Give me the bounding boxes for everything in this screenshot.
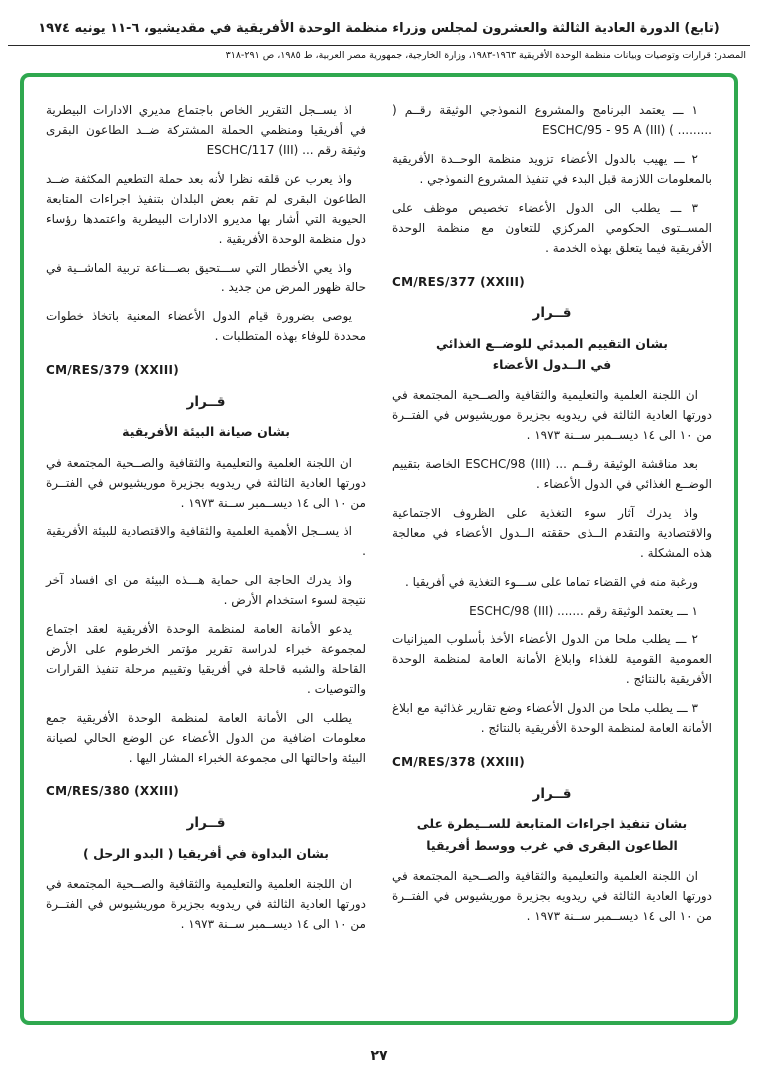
resolution-subtitle: الطاعون البقرى في غرب ووسط أفريقيا <box>426 837 678 853</box>
resolution-subtitle: بشان صيانة البيئة الأفريقية <box>122 424 290 440</box>
resolution-heading: قــرار <box>186 394 226 411</box>
resolution-subtitle: بشان تنفيذ اجراءات المتابعة للســيطرة على <box>416 816 688 832</box>
numbered-item-1: ١ ـــ يعتمد الوثيقة رقم ....... ESCHC/98 (III)‎ <box>469 603 698 618</box>
source-citation: المصدر: قرارات وتوصيات وبيانات منظمة الوحدة الأفريقية ١٩٦٣-١٩٨٣، وزارة الخارجية، جمهورية مصر العربية، ط ١٩٨٥، ص ٢٩١-٣١٨ <box>225 50 746 62</box>
code-cm-res-377: CM/RES/377 (XXIII) <box>392 274 526 289</box>
paragraph: اذ يســجل الأهمية العلمية والثقافية والاقتصادية للبيئة الأفريقية . <box>46 524 366 559</box>
resolution-subtitle: بشان البداوة في أفريقيا ( البدو الرحل ) <box>83 845 329 861</box>
resolution-subtitle: في الــدول الأعضاء <box>492 357 612 373</box>
resolution-heading: قــرار <box>186 815 226 832</box>
paragraph: ان اللجنة العلمية والتعليمية والثقافية والصــحية المجتمعة في دورتها العادية الثالثة في ريدويه بجزيرة موريشيوس في الفتــرة من ١٠ الى ١٤ ديســمبر ســنة ١٩٧٣ . <box>392 868 712 923</box>
paragraph: ان اللجنة العلمية والتعليمية والثقافية والصــحية المجتمعة في دورتها العادية الثالثة في ريدويه بجزيرة موريشيوس في الفتــرة من ١٠ الى ١٤ ديســمبر ســنة ١٩٧٣ . <box>46 876 366 931</box>
paragraph: بعد مناقشة الوثيقة رقــم ... ESCHC/98 (III)‎ الخاصة بتقييم الوضــع الغذائي في الدول الأعضاء . <box>392 457 712 491</box>
paragraph: ان اللجنة العلمية والتعليمية والثقافية والصــحية المجتمعة في دورتها العادية الثالثة في ريدويه بجزيرة موريشيوس في الفتــرة من ١٠ الى ١٤ ديســمبر ســنة ١٩٧٣ . <box>392 388 712 443</box>
resolution-heading: قــرار <box>532 305 572 322</box>
paragraph: اذ يســجل التقرير الخاص باجتماع مديري الادارات البيطرية في أفريقيا ومنظمي الحملة المشتركة ضــد الطاعون البقرى وثيقة رقم ... ESCHC/117 (III)‎ <box>46 103 366 157</box>
numbered-item-3: ٣ ـــ يطلب ملحا من الدول الأعضاء وضع تقارير غذائية مع ابلاغ الأمانة العامة لمنظمة الوحدة الأفريقية بالنتائج . <box>392 701 712 736</box>
paragraph: ورغبة منه في القضاء تماما على ســـوء التغذية في أفريقيا . <box>404 574 698 589</box>
numbered-item-2: ٢ ـــ يهيب بالدول الأعضاء تزويد منظمة الوحــدة الأفريقية بالمعلومات اللازمة قبل البدء في تنفيذ المشروع النموذجي . <box>392 152 712 186</box>
numbered-item-1: ١ ـــ يعتمد البرنامج والمشروع النموذجي الوثيقة رقــم ( ......... ) ESCHC/95 - 95 A (III)‎ <box>392 103 712 138</box>
paragraph: يطلب الى الأمانة العامة لمنظمة الوحدة الأفريقية جمع معلومات اضافية من الدول الأعضاء عن الوضع الحالي لصيانة البيئة واحالتها الى مجموعة الخبراء المشار اليها . <box>46 710 366 765</box>
paragraph: يوصى بضرورة قيام الدول الأعضاء المعنية باتخاذ خطوات محددة للوفاء بهذه المتطلبات . <box>46 309 366 344</box>
code-cm-res-379: CM/RES/379 (XXIII) <box>46 363 180 378</box>
paragraph: واذ يدرك الحاجة الى حماية هـــذه البيئة من اى افساد آخر نتيجة لسوء استخدام الأرض . <box>46 573 366 608</box>
right-column <box>392 101 712 1005</box>
page-number: ٢٧ <box>370 1048 388 1064</box>
page-title: (تابع) الدورة العادية الثالثة والعشرون لمجلس وزراء منظمة الوحدة الأفريقية في مقديشيو، ٦-١١ يونيه ١٩٧٤ <box>38 21 720 36</box>
content-frame <box>20 73 738 1025</box>
header-divider <box>8 45 750 46</box>
paragraph: يدعو الأمانة العامة لمنظمة الوحدة الأفريقية لعقد اجتماع لمجموعة خبراء لدراسة تقرير مؤتمر الخرطوم على الأرض القاحلة والشبه قاحلة في أفريقيا وتقييم مرحلة تنفيذ القرارات والتوصيات . <box>46 622 366 696</box>
left-column <box>46 101 366 1005</box>
numbered-item-2: ٢ ـــ يطلب ملحا من الدول الأعضاء الأخذ بأسلوب الميزانيات العمومية القومية للغذاء وابلاغ الأمانة العامة لمنظمة الوحدة الأفريقية بالنتائج . <box>392 632 712 687</box>
resolution-subtitle: بشان التقييم المبدئي للوضــع الغذائي <box>436 335 668 351</box>
code-cm-res-378: CM/RES/378 (XXIII) <box>392 754 526 769</box>
code-cm-res-380: CM/RES/380 (XXIII) <box>46 784 180 799</box>
paragraph: واذ يعي الأخطار التي ســـتحيق بصـــناعة تربية الماشــية في حالة ظهور المرض من جديد . <box>46 260 366 295</box>
paragraph: واذ يعرب عن قلقه نظرا لأنه بعد حملة التطعيم المكثفة ضــد الطاعون البقرى لم تقم بعض البلدان بتنفيذ اجراءات المتابعة الحيوية التي أشار بها مديرو الادارات البيطرية واعتمدها رؤساء دول منظمة الوحدة الأفريقية . <box>46 171 366 246</box>
resolution-heading: قــرار <box>532 785 572 802</box>
paragraph: واذ يدرك آثار سوء التغذية على الظروف الاجتماعية والاقتصادية والتقدم الــذى حققته الــدول الأعضاء في معالجة هذه المشكلة . <box>392 505 712 560</box>
paragraph: ان اللجنة العلمية والتعليمية والثقافية والصــحية المجتمعة في دورتها العادية الثالثة في ريدويه بجزيرة موريشيوس في الفتــرة من ١٠ الى ١٤ ديســمبر ســنة ١٩٧٣ . <box>46 455 366 510</box>
numbered-item-3: ٣ ـــ يطلب الى الدول الأعضاء تخصيص موظف على المســتوى الحكومي المركزي للتعاون مع منظمة الوحدة الأفريقية فيما يتعلق بهذه الخدمة . <box>392 200 712 255</box>
